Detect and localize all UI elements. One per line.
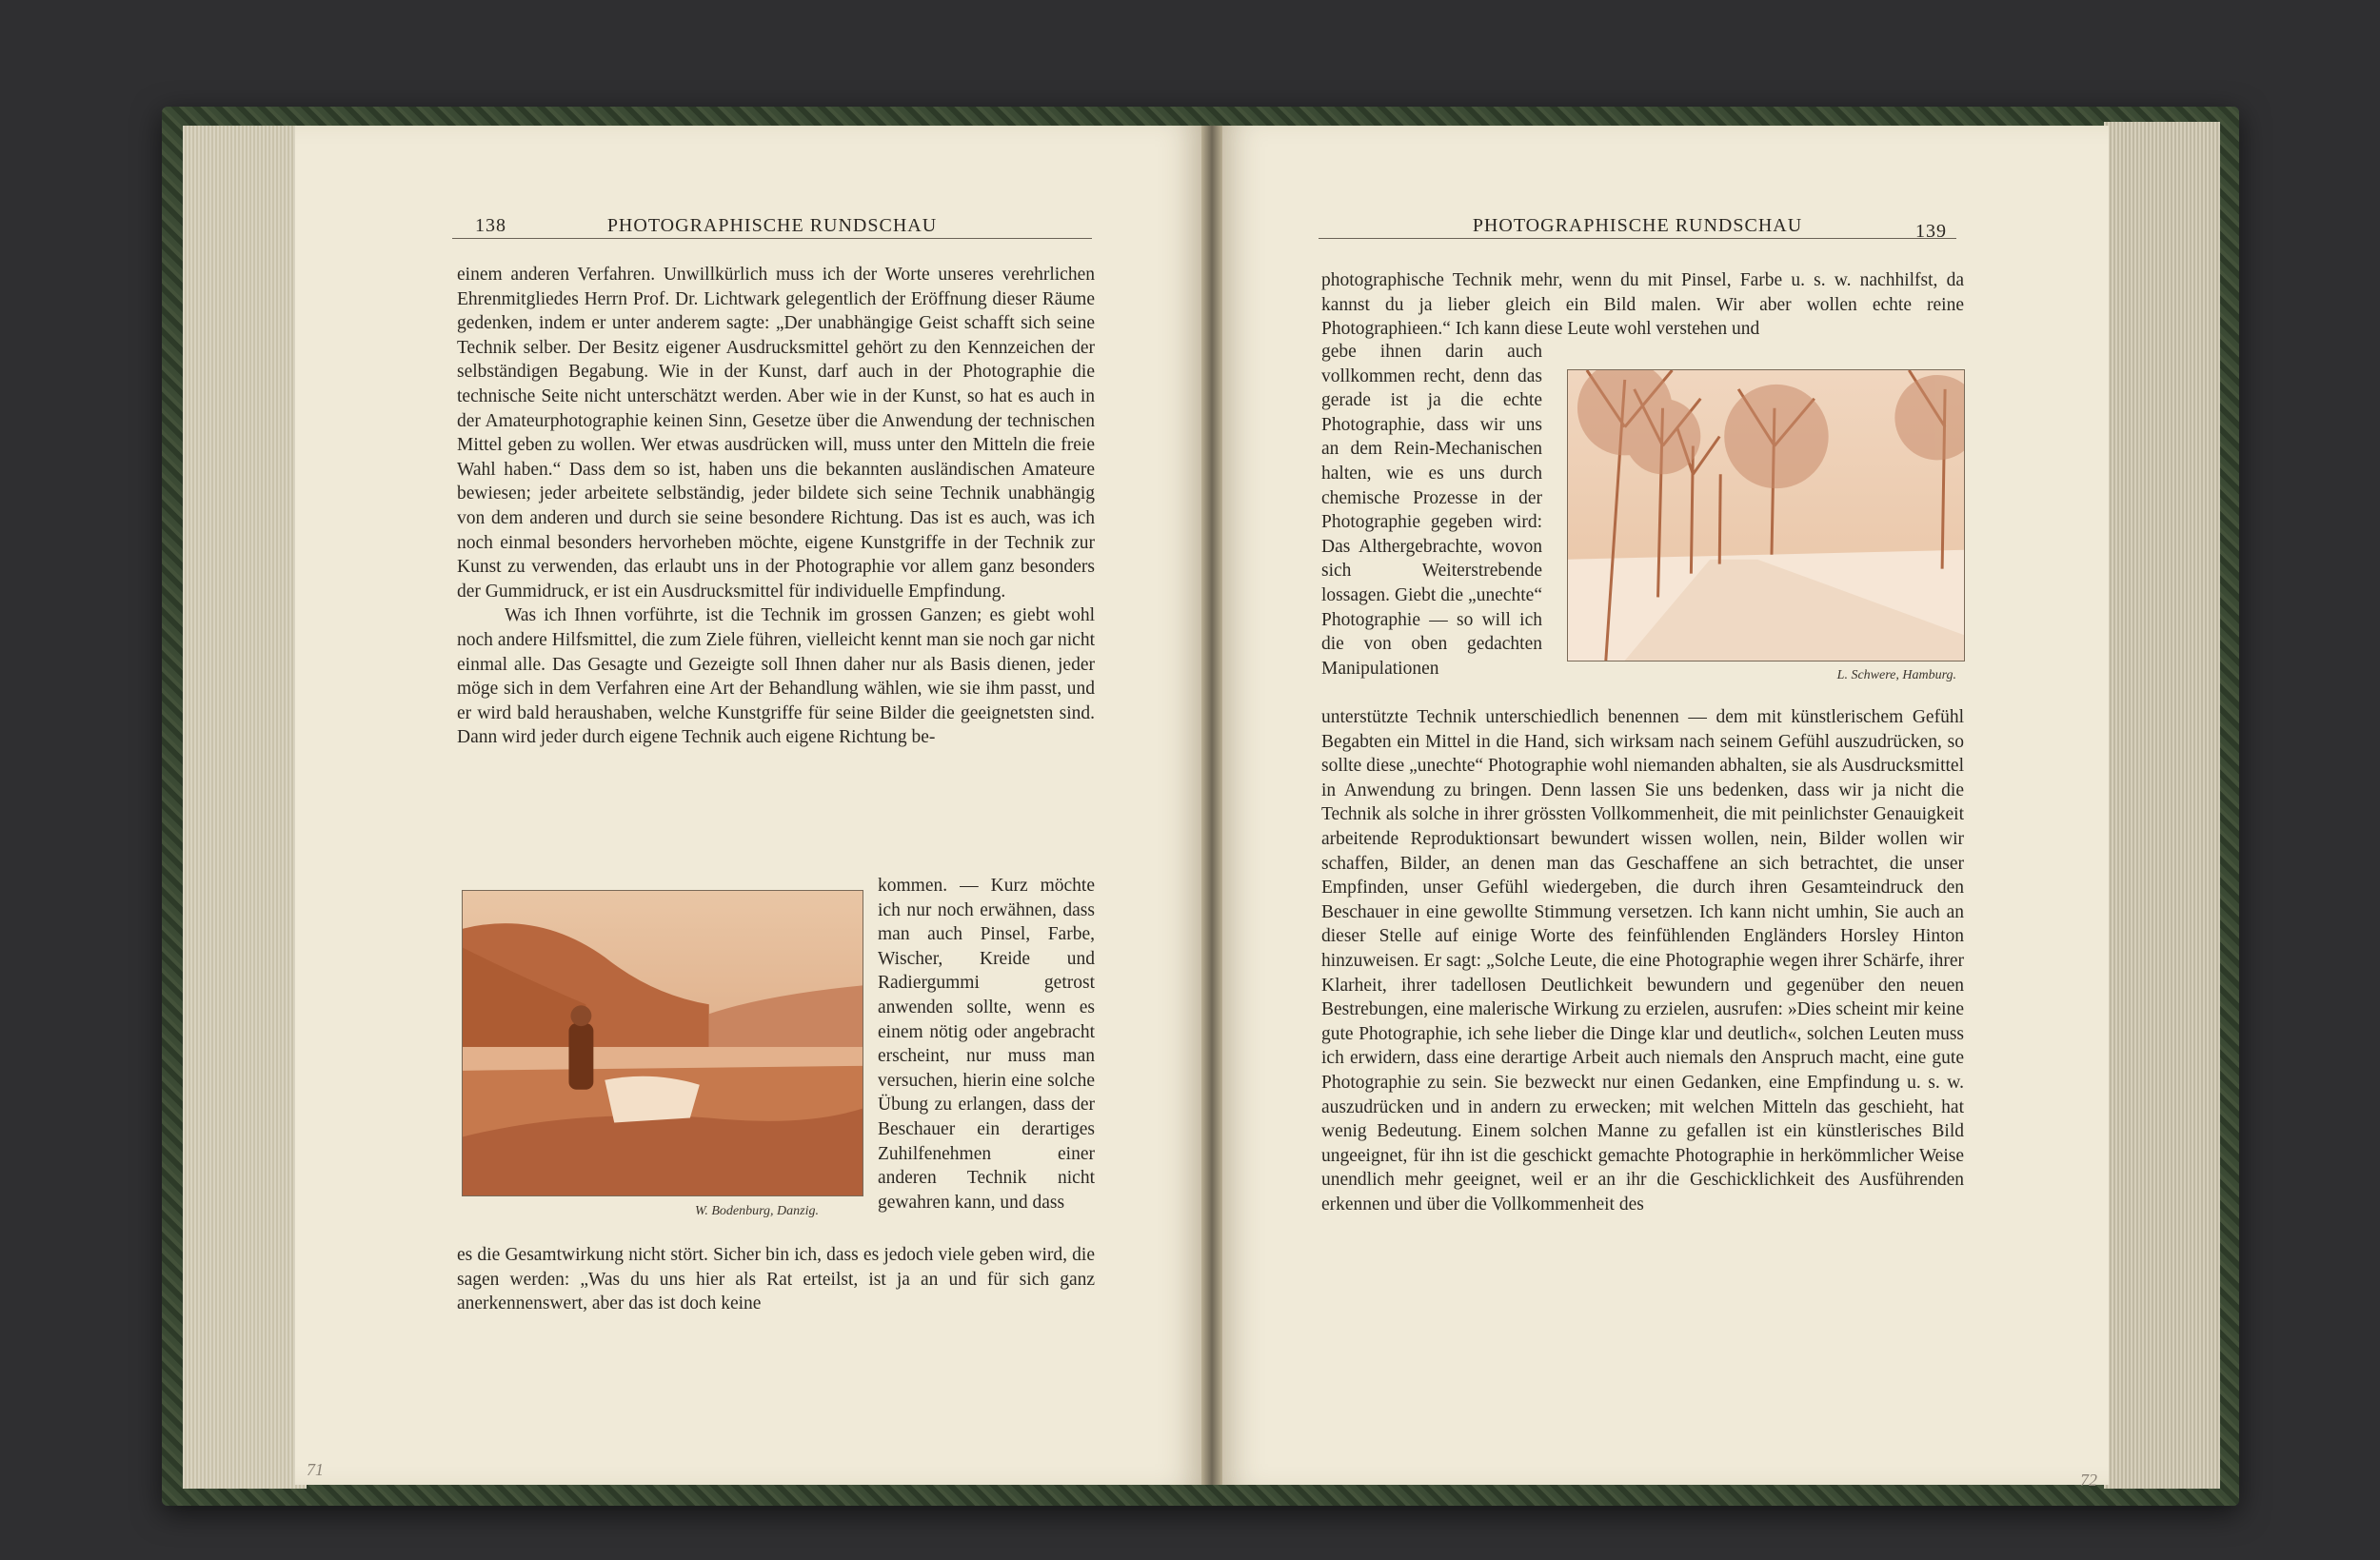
book-gutter — [1201, 126, 1222, 1485]
right-text-top: photographische Technik mehr, wenn du mit Pinsel, Farbe u. s. w. nachhilfst, da kannst du ja lieber gleich ein Bild malen. Wir aber wollen echte reine Photographieen.“ Ich kann diese Leute wohl verstehen und — [1321, 270, 1964, 340]
page-stack-right — [2104, 122, 2220, 1489]
right-text-column: gebe ihnen darin auch vollkommen recht, denn das gerade ist ja die echte Photographie, dass wir uns an dem Rein-Mechanischen halten, wie es uns durch chemische Prozesse in der Photographie gegeben wird: Das Althergebrachte, wovon sich Weiterstrebende lossagen. Giebt die „unechte“ Photographie — so will ich die von oben gedachten Manipulationen — [1321, 342, 1542, 679]
left-running-head — [452, 215, 1092, 239]
right-margin-mark: 72 — [2080, 1471, 2097, 1490]
page-stack-left — [183, 126, 307, 1489]
left-paragraph-1: einem anderen Verfahren. Unwillkürlich muss ich der Worte unseres verehrlichen Ehrenmitgliedes Herrn Prof. Dr. Lichtwark gelegentlich der Eröffnung dieser Räume gedenken, indem er unter anderem sagte: „Der unabhängige Geist schafft sich seine Technik selber. Der Besitz eigener Ausdrucksmittel gehört zu den Kennzeichen der selbständigen Begabung. Wie in der Kunst, darf auch in der Photographie die technische Seite nicht unterschätzt werden. Aber wie in der Kunst, so hat es auch in der Amateurphotographie keinen Sinn, Gesetze über die Anwendung der technischen Mittel geben zu wollen. Wer etwas ausdrücken will, muss unter den Mitteln die freie Wahl haben.“ Dass dem so ist, haben uns die bekannten ausländischen Amateure bewiesen; jeder arbeitete selbständig, jeder bildete sich seine Technik unabhängig von dem anderen und durch sie seine besondere Richtung. Das ist es auch, was ich noch einmal besonders hervorheben möchte, eigene Kunstgriffe in der Technik zur Kunst zu verwenden, das erlaubt uns in der Photographie vor allem ganz besonders der Gummidruck, er ist ein Ausdrucksmittel für individuelle Empfindung. — [457, 265, 1095, 602]
left-figure-caption: W. Bodenburg, Danzig. — [694, 1204, 819, 1218]
avenue-photo-image — [1567, 369, 1965, 662]
left-text-block-1 — [457, 263, 1095, 750]
left-text-column: kommen. — Kurz möchte ich nur noch erwähnen, dass man auch Pinsel, Farbe, Wischer, Kreide und Radiergummi getrost anwenden sollte, wenn es einem nötig oder angebracht erscheint, nur muss man versuchen, hierin eine solche Übung zu erlangen, dass der Beschauer ein derartiges Zuhilfenehmen einer anderen Technik nicht gewahren kann, und dass — [878, 876, 1095, 1213]
left-paragraph-2: Was ich Ihnen vorführte, ist die Technik im grossen Ganzen; es giebt wohl noch andere Hilfsmittel, die zum Ziele führen, vielleicht kennt man sie noch gar nicht einmal alle. Das Gesagte und Gezeigte soll Ihnen daher nur als Basis dienen, jeder möge sich in dem Verfahren eine Art der Behandlung wählen, wie sie ihm passt, und er wird bald heraushaben, welche Kunstgriffe für seine Bilder die geeignetsten sind. Dann wird jeder durch eigene Technik auch eigene Richtung be- — [457, 605, 1095, 748]
left-margin-mark: 71 — [307, 1460, 324, 1479]
right-running-head — [1319, 215, 1956, 242]
left-page-number: 138 — [475, 215, 506, 236]
left-photo-figure — [462, 890, 863, 1196]
right-page-number: 139 — [1915, 221, 1947, 242]
left-running-title: PHOTOGRAPHISCHE RUNDSCHAU — [606, 215, 938, 236]
right-text-bottom: unterstützte Technik unterschiedlich benennen — dem mit künstlerischem Gefühl Begabten ein Mittel in die Hand, sich wirksam nach seinem Gefühl auszudrücken, so sollte diese „unechte“ Photographie wohl niemanden abhalten, sie als Ausdrucksmittel in Anwendung zu bringen. Denn lassen Sie uns bedenken, dass wir ja nicht die Technik als solche in ihrer grössten Vollkommenheit, die mit peinlichster Genauigkeit arbeitende Reproduktionsart bewundert wissen wollen, nein, Bilder wollen wir schaffen, Bilder, an denen man das Geschaffene an sich betrachtet, die unser Empfinden, unser Gefühl wiedergeben, die durch ihren Gesamteindruck den Beschauer in eine gewollte Stimmung versetzen. Ich kann nicht umhin, Sie auch an dieser Stelle auf einige Worte des feinfühlenden Engländers Horsley Hinton hinzuweisen. Er sagt: „Solche Leute, die eine Photographie wegen ihrer Schärfe, ihrer Klarheit, ihrer tadellosen Deutlichkeit bewundern und gegenüber den neuen Bestrebungen, eine malerische Wirkung zu erzielen, ausrufen: »Dies scheint mir keine gute Photographie, ich sehe lieber die Dinge klar und deutlich«, solchen Leuten muss ich erwidern, dass eine derartige Arbeit auch niemals den Anspruch macht, eine gute Photographie zu sein. Sie bezweckt nur einen Gedanken, eine Empfindung u. s. w. auszudrücken und in andern zu erwecken; mit welchen Mitteln das geschieht, hat wenig Bedeutung. Einem solchen Manne zu gefallen ist ein künstlerisches Bild ungeeignet, für ihn ist die geschickt gemachte Photographie in herkömmlicher Weise unendlich mehr geeignet, weil er an ihr die Geschicklichkeit des Ausführenden erkennen und über die Vollkommenheit des — [1321, 707, 1964, 1214]
right-figure-caption: L. Schwere, Hamburg. — [1836, 668, 1956, 682]
landscape-photo-image — [462, 890, 863, 1196]
right-photo-figure — [1567, 369, 1965, 662]
right-running-title: PHOTOGRAPHISCHE RUNDSCHAU — [1472, 215, 1803, 236]
left-text-block-3: es die Gesamtwirkung nicht stört. Sicher bin ich, dass es jedoch viele geben wird, die sagen werden: „Was du uns hier als Rat erteilst, ist ja an und für sich ganz anerkennenswert, aber das ist doch keine — [457, 1245, 1095, 1314]
